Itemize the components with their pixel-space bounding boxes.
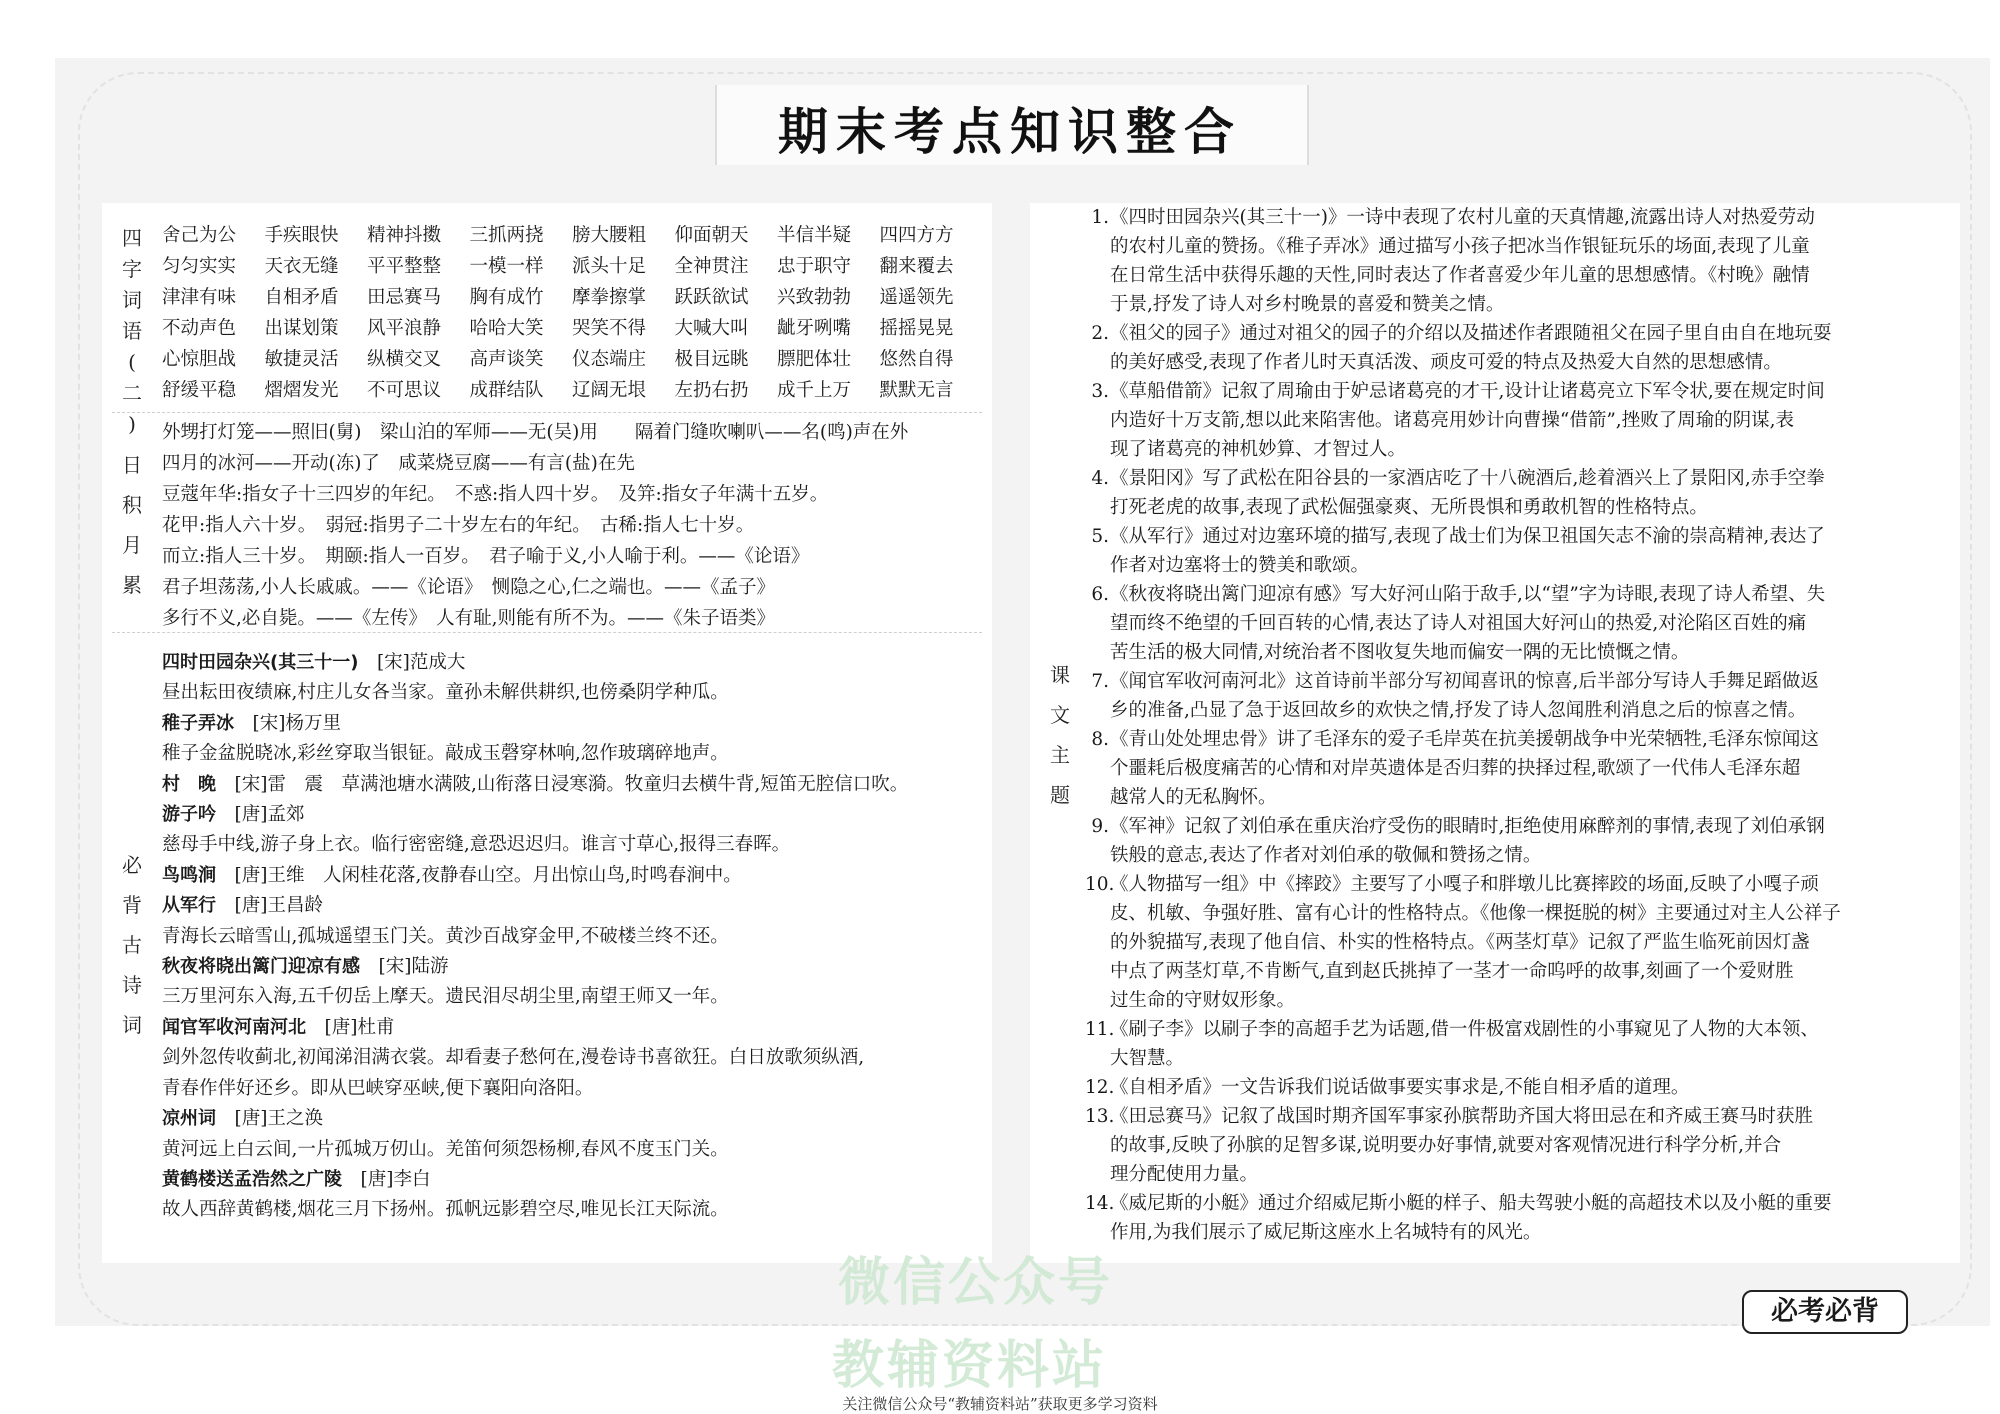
theme-number: 11.: [1085, 1019, 1115, 1040]
theme-number: 3.: [1091, 381, 1109, 402]
theme-item: [1085, 580, 1900, 667]
theme-text: [1110, 812, 1900, 870]
idiom: 兴致勃勃: [777, 286, 852, 308]
theme-line: 《刷子李》以刷子李的高超手艺为话题,借一件极富戏剧性的小事窥见了人物的大本领、: [1110, 1019, 1819, 1040]
idiom: 摩拳擦掌: [572, 286, 647, 308]
theme-line: 越常人的无私胸怀。: [1110, 787, 1277, 808]
idiom: 三抓两挠: [469, 224, 544, 246]
idiom: 仪态端庄: [572, 348, 647, 370]
theme-line: 《人物描写一组》中《摔跤》主要写了小嘎子和胖墩儿比赛摔跤的场面,反映了小嘎子顽: [1110, 874, 1819, 895]
accumulation-line: 多行不义,必自毙。——《左传》 人有耻,则能有所不为。——《朱子语类》: [162, 608, 776, 629]
theme-line: 于景,抒发了诗人对乡村晚景的喜爱和赞美之情。: [1110, 294, 1505, 315]
poem-text: 慈母手中线,游子身上衣。临行密密缝,意恐迟迟归。谁言寸草心,报得三春晖。: [162, 834, 791, 856]
idiom: 高声谈笑: [469, 348, 544, 370]
theme-text: [1110, 870, 1900, 1015]
idiom: 精神抖擞: [367, 224, 442, 246]
idiom: 膀大腰粗: [572, 224, 647, 246]
idiom: 成群结队: [469, 379, 544, 401]
theme-number: 6.: [1091, 584, 1109, 605]
idiom: 田忌赛马: [367, 286, 442, 308]
idiom-row: [162, 280, 982, 311]
idiom: 自相矛盾: [264, 286, 339, 308]
theme-line: 望而终不绝望的千回百转的心情,表达了诗人对祖国大好河山的热爱,对沦陷区百姓的痛: [1110, 613, 1807, 634]
theme-number: 8.: [1091, 729, 1109, 750]
accumulation-block: [162, 417, 908, 634]
theme-line: 《威尼斯的小艇》通过介绍威尼斯小艇的样子、船夫驾驶小艇的高超技术以及小艇的重要: [1110, 1193, 1832, 1214]
section-divider: [112, 412, 982, 413]
poem-title: 从军行: [162, 895, 216, 917]
theme-text: [1110, 464, 1900, 522]
accumulation-line: 而立:指人三十岁。 期颐:指人一百岁。 君子喻于义,小人喻于利。——《论语》: [162, 546, 810, 567]
poem-title: 四时田园杂兴(其三十一): [162, 652, 359, 673]
theme-line: 的美好感受,表现了作者儿时天真活泼、顽皮可爱的特点及热爱大自然的思想感情。: [1110, 352, 1782, 373]
theme-number: 14.: [1085, 1193, 1115, 1214]
poem-author: [唐]杜甫: [324, 1016, 395, 1038]
theme-line: 《军神》记叙了刘伯承在重庆治疗受伤的眼睛时,拒绝使用麻醉剂的事情,表现了刘伯承钢: [1110, 816, 1825, 837]
poems-block: [162, 648, 908, 1226]
idiom: 心惊胆战: [162, 348, 237, 370]
poem-author: [宋]范成大: [376, 652, 466, 673]
idiom: 忠于职守: [777, 255, 852, 277]
idiom: 纵横交叉: [367, 348, 442, 370]
theme-item: [1085, 203, 1900, 319]
poem-title: 游子吟: [162, 804, 216, 826]
poem-heading: [162, 800, 908, 830]
theme-line: 作者对边塞将士的赞美和歌颂。: [1110, 555, 1370, 576]
idiom: 哭笑不得: [572, 317, 647, 339]
idiom-row: [162, 311, 982, 342]
poem-text: 故人西辞黄鹤楼,烟花三月下扬州。孤帆远影碧空尽,唯见长江天际流。: [162, 1199, 729, 1221]
poem-author: [唐]王昌龄: [234, 895, 323, 917]
theme-number: 2.: [1091, 323, 1109, 344]
poem-title: 黄鹤楼送孟浩然之广陵: [162, 1168, 342, 1190]
poem-title: 凉州词: [162, 1108, 216, 1130]
idiom: 一模一样: [469, 255, 544, 277]
idiom: 辽阔无垠: [572, 379, 647, 401]
poem-text: 人闲桂花落,夜静春山空。月出惊山鸟,时鸣春涧中。: [322, 864, 742, 886]
theme-line: 乡的准备,凸显了急于返回故乡的欢快之情,抒发了诗人忽闻胜利消息之后的惊喜之情。: [1110, 700, 1807, 721]
idiom: 龇牙咧嘴: [777, 317, 852, 339]
theme-number: 4.: [1091, 468, 1109, 489]
poems-section-label: 必 背 古 诗 词: [122, 853, 142, 1037]
idioms-section-label: 四 字 词 语 ( 二 ): [122, 226, 142, 436]
poem-heading: [162, 1104, 908, 1134]
idiom: 天衣无缝: [264, 255, 339, 277]
theme-line: 现了诸葛亮的神机妙算、才智过人。: [1110, 439, 1407, 460]
poem-title: 闻官军收河南河北: [162, 1016, 306, 1038]
idiom: 左扔右扔: [674, 379, 749, 401]
theme-number: 13.: [1085, 1106, 1115, 1127]
idioms-grid: [162, 218, 982, 404]
poem-text: 青春作伴好还乡。即从巴峡穿巫峡,便下襄阳向洛阳。: [162, 1077, 594, 1099]
idiom: 不可思议: [367, 379, 442, 401]
theme-item: [1085, 667, 1900, 725]
poem-text: 稚子金盆脱晓冰,彩丝穿取当银钲。敲成玉磬穿林响,忽作玻璃碎地声。: [162, 743, 729, 765]
accumulation-line: 外甥打灯笼——照旧(舅) 梁山泊的军师——无(吴)用 隔着门缝吹喇叭——名(鸣)声在外: [162, 422, 909, 443]
idiom: 匀匀实实: [162, 255, 237, 277]
watermark-bottom: 教辅资料站: [832, 1336, 1108, 1396]
poem-heading: [162, 648, 908, 678]
accumulation-line: 花甲:指人六十岁。 弱冠:指男子二十岁左右的年纪。 古稀:指人七十岁。: [162, 515, 755, 536]
theme-line: 《秋夜将晓出篱门迎凉有感》写大好河山陷于敌手,以“望”字为诗眼,表现了诗人希望、失: [1110, 584, 1826, 605]
poem-heading: [162, 770, 908, 800]
poem-author: [唐]孟郊: [234, 804, 305, 826]
idiom: 舍己为公: [162, 224, 237, 246]
idiom: 摇摇晃晃: [879, 317, 954, 339]
idiom: 舒缓平稳: [162, 379, 237, 401]
idiom: 悠然自得: [879, 348, 954, 370]
theme-item: [1085, 1015, 1900, 1073]
theme-text: [1110, 1073, 1900, 1102]
theme-line: 理分配使用力量。: [1110, 1164, 1259, 1185]
idiom-row: [162, 218, 982, 249]
theme-text: [1110, 522, 1900, 580]
poem-author: [宋]雷 震: [234, 773, 323, 795]
theme-line: 《从军行》通过对边塞环境的描写,表现了战士们为保卫祖国矢志不渝的崇高精神,表达了: [1110, 526, 1825, 547]
idiom: 四四方方: [879, 224, 954, 246]
poem-title: 稚子弄冰: [162, 712, 234, 734]
theme-line: 《四时田园杂兴(其三十一)》一诗中表现了农村儿童的天真情趣,流露出诗人对热爱劳动: [1110, 207, 1815, 228]
footer-note: 关注微信公众号“教辅资料站”获取更多学习资料: [842, 1395, 1158, 1413]
theme-line: 打死老虎的故事,表现了武松倔强豪爽、无所畏惧和勇敢机智的性格特点。: [1110, 497, 1708, 518]
idiom: 遥遥领先: [879, 286, 954, 308]
theme-line: 《青山处处埋忠骨》讲了毛泽东的爱子毛岸英在抗美援朝战争中光荣牺牲,毛泽东惊闻这: [1110, 729, 1819, 750]
idiom: 成千上万: [777, 379, 852, 401]
theme-line: 皮、机敏、争强好胜、富有心计的性格特点。《他像一棵挺脱的树》主要通过对主人公祥子: [1110, 903, 1841, 924]
page-title: 期末考点知识整合: [778, 103, 1242, 161]
poem-text: 昼出耘田夜绩麻,村庄儿女各当家。童孙未解供耕织,也傍桑阴学种瓜。: [162, 682, 729, 704]
idiom-row: [162, 249, 982, 280]
theme-line: 内造好十万支箭,想以此来陷害他。诸葛亮用妙计向曹操“借箭”,挫败了周瑜的阴谋,表: [1110, 410, 1795, 431]
theme-text: [1110, 725, 1900, 812]
idiom-row: [162, 373, 982, 404]
idiom-row: [162, 342, 982, 373]
idiom: 默默无言: [879, 379, 954, 401]
theme-line: 的外貌描写,表现了他自信、朴实的性格特点。《两茎灯草》记叙了严监生临死前因灯盏: [1110, 932, 1810, 953]
idiom: 仰面朝天: [674, 224, 749, 246]
theme-item: [1085, 1189, 1900, 1247]
accumulation-line: 君子坦荡荡,小人长戚戚。——《论语》 恻隐之心,仁之端也。——《孟子》: [162, 577, 776, 598]
poem-text: 剑外忽传收蓟北,初闻涕泪满衣裳。却看妻子愁何在,漫卷诗书喜欲狂。白日放歌须纵酒,: [162, 1047, 865, 1069]
theme-line: 《草船借箭》记叙了周瑜由于妒忌诸葛亮的才干,设计让诸葛亮立下军令状,要在规定时间: [1110, 381, 1825, 402]
poem-author: [唐]王维: [234, 864, 305, 886]
themes-list: [1085, 203, 1900, 1247]
poem-heading: [162, 861, 908, 891]
theme-item: [1085, 1073, 1900, 1102]
theme-number: 7.: [1091, 671, 1109, 692]
watermark-top: 微信公众号: [838, 1253, 1114, 1313]
idiom: 哈哈大笑: [469, 317, 544, 339]
themes-section-label: 课 文 主 题: [1050, 663, 1070, 807]
theme-item: [1085, 319, 1900, 377]
theme-line: 《景阳冈》写了武松在阳谷县的一家酒店吃了十八碗酒后,趁着酒兴上了景阳冈,赤手空拳: [1110, 468, 1825, 489]
theme-text: [1110, 319, 1900, 377]
theme-number: 9.: [1091, 816, 1109, 837]
idiom: 手疾眼快: [264, 224, 339, 246]
must-memorize-stamp: 必考必背: [1742, 1290, 1908, 1334]
poem-title: 秋夜将晓出篱门迎凉有感: [162, 956, 360, 978]
idiom: 出谋划策: [264, 317, 339, 339]
theme-line: 《闻官军收河南河北》这首诗前半部分写初闻喜讯的惊喜,后半部分写诗人手舞足蹈做返: [1110, 671, 1819, 692]
theme-text: [1110, 1102, 1900, 1189]
theme-line: 的农村儿童的赞扬。《稚子弄冰》通过描写小孩子把冰当作银钲玩乐的场面,表现了儿童: [1110, 236, 1810, 257]
poem-text: 黄河远上白云间,一片孤城万仞山。羌笛何须怨杨柳,春风不度玉门关。: [162, 1138, 729, 1160]
theme-line: 个噩耗后极度痛苦的心情和对岸英遗体是否归葬的抉择过程,歌颂了一代伟人毛泽东超: [1110, 758, 1801, 779]
theme-text: [1110, 667, 1900, 725]
theme-item: [1085, 377, 1900, 464]
idiom: 不动声色: [162, 317, 237, 339]
theme-line: 大智慧。: [1110, 1048, 1185, 1069]
poem-title: 村 晚: [162, 773, 216, 795]
theme-item: [1085, 522, 1900, 580]
poem-text: 三万里河东入海,五千仞岳上摩天。遗民泪尽胡尘里,南望王师又一年。: [162, 986, 729, 1008]
idiom: 膘肥体壮: [777, 348, 852, 370]
poem-heading: [162, 709, 908, 739]
idiom: 全神贯注: [674, 255, 749, 277]
poem-heading: [162, 1013, 908, 1043]
idiom: 半信半疑: [777, 224, 852, 246]
poem-author: [宋]陆游: [378, 956, 449, 978]
idiom: 胸有成竹: [469, 286, 544, 308]
idiom: 津津有味: [162, 286, 237, 308]
accumulation-line: 四月的冰河——开动(冻)了 咸菜烧豆腐——有言(盐)在先: [162, 453, 635, 474]
theme-item: [1085, 812, 1900, 870]
accumulation-section-label: 日 积 月 累: [122, 453, 142, 597]
poem-text: 青海长云暗雪山,孤城遥望玉门关。黄沙百战穿金甲,不破楼兰终不还。: [162, 925, 729, 947]
idiom: 跃跃欲试: [674, 286, 749, 308]
theme-text: [1110, 1189, 1900, 1247]
theme-item: [1085, 870, 1900, 1015]
idiom: 派头十足: [572, 255, 647, 277]
theme-line: 铁般的意志,表达了作者对刘伯承的敬佩和赞扬之情。: [1110, 845, 1542, 866]
theme-text: [1110, 580, 1900, 667]
theme-line: 中点了两茎灯草,不肯断气,直到赵氏挑掉了一茎才一命呜呼的故事,刻画了一个爱财胜: [1110, 961, 1794, 982]
idiom: 风平浪静: [367, 317, 442, 339]
idiom: 敏捷灵活: [264, 348, 339, 370]
poem-text: 草满池塘水满陂,山衔落日浸寒漪。牧童归去横牛背,短笛无腔信口吹。: [341, 773, 909, 795]
idiom: 平平整整: [367, 255, 442, 277]
poem-author: [宋]杨万里: [252, 712, 341, 734]
theme-line: 作用,为我们展示了威尼斯这座水上名城特有的风光。: [1110, 1222, 1542, 1243]
theme-line: 在日常生活中获得乐趣的天性,同时表达了作者喜爱少年儿童的思想感情。《村晚》融情: [1110, 265, 1810, 286]
theme-line: 《田忌赛马》记叙了战国时期齐国军事家孙膑帮助齐国大将田忌在和齐威王赛马时获胜: [1110, 1106, 1814, 1127]
theme-number: 10.: [1085, 874, 1115, 895]
theme-number: 1.: [1091, 207, 1109, 228]
theme-number: 5.: [1091, 526, 1109, 547]
poem-author: [唐]李白: [360, 1168, 431, 1190]
theme-text: [1110, 1015, 1900, 1073]
theme-item: [1085, 464, 1900, 522]
theme-item: [1085, 725, 1900, 812]
accumulation-line: 豆蔻年华:指女子十三四岁的年纪。 不惑:指人四十岁。 及笄:指女子年满十五岁。: [162, 484, 829, 505]
theme-line: 《祖父的园子》通过对祖父的园子的介绍以及描述作者跟随祖父在园子里自由自在地玩耍: [1110, 323, 1832, 344]
theme-line: 苦生活的极大同情,对统治者不图收复失地而偏安一隅的无比愤慨之情。: [1110, 642, 1690, 663]
theme-line: 的故事,反映了孙膑的足智多谋,说明要办好事情,就要对客观情况进行科学分析,并合: [1110, 1135, 1782, 1156]
theme-item: [1085, 1102, 1900, 1189]
idiom: 熠熠发光: [264, 379, 339, 401]
poem-heading: [162, 891, 908, 921]
theme-text: [1110, 377, 1900, 464]
poem-heading: [162, 952, 908, 982]
idiom: 极目远眺: [674, 348, 749, 370]
poem-title: 鸟鸣涧: [162, 864, 216, 886]
idiom: 翻来覆去: [879, 255, 954, 277]
poem-author: [唐]王之涣: [234, 1108, 323, 1130]
theme-text: [1110, 203, 1900, 319]
idiom: 大喊大叫: [674, 317, 749, 339]
theme-line: 《自相矛盾》一文告诉我们说话做事要实事求是,不能自相矛盾的道理。: [1110, 1077, 1690, 1098]
poem-heading: [162, 1165, 908, 1195]
theme-line: 过生命的守财奴形象。: [1110, 990, 1296, 1011]
theme-number: 12.: [1085, 1077, 1115, 1098]
